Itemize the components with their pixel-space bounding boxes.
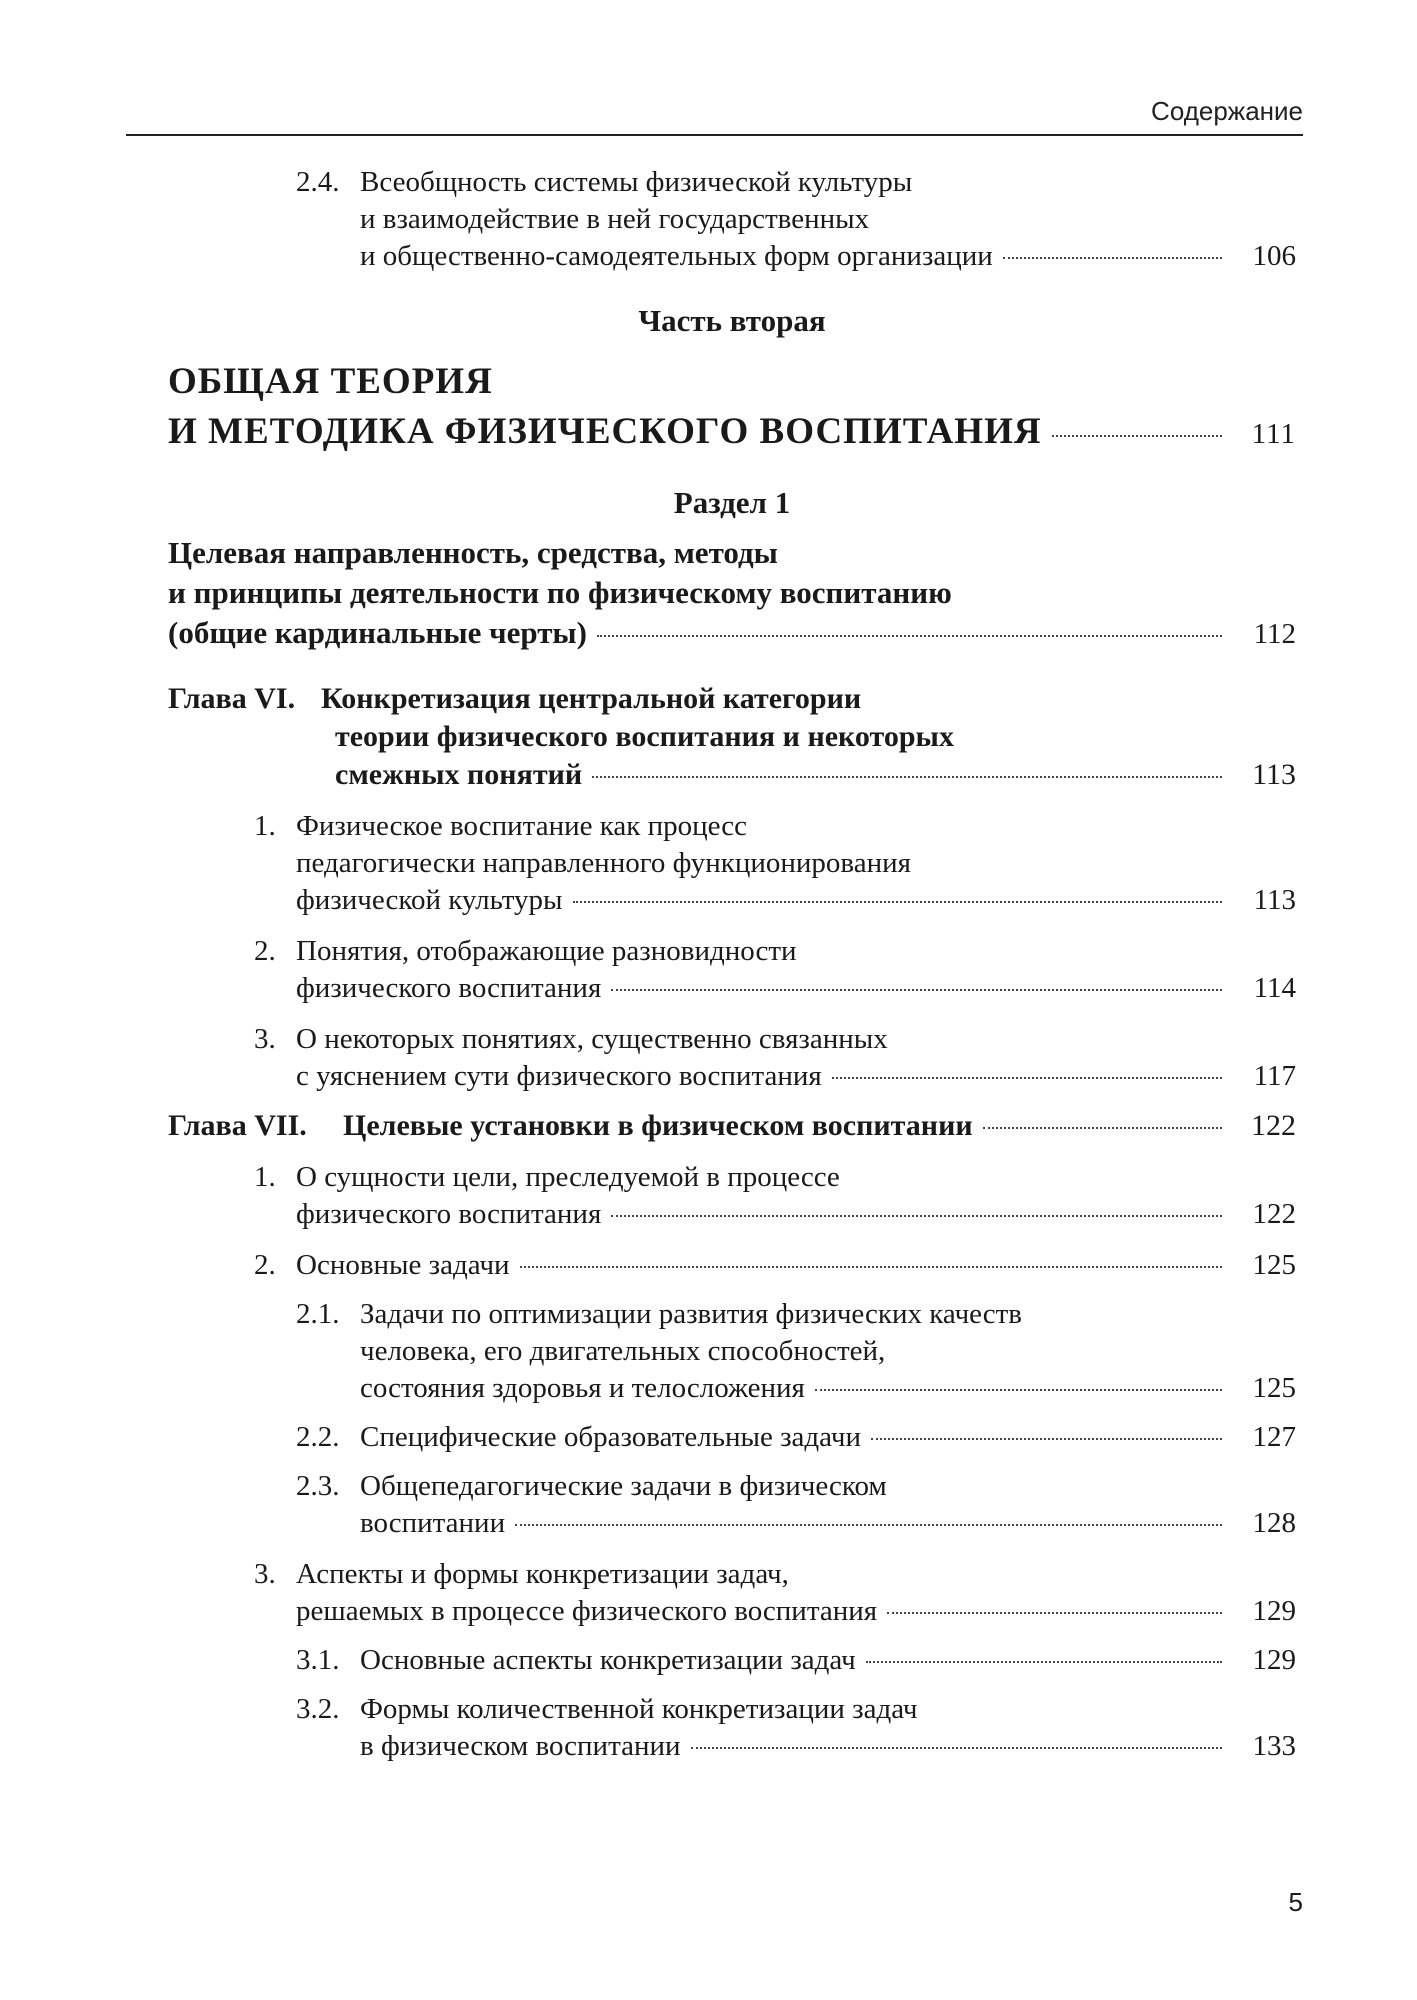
page-ref: 133 bbox=[1252, 1730, 1296, 1762]
leader-dots bbox=[815, 1389, 1222, 1391]
entry-title-line: Целевые установки в физическом воспитании bbox=[343, 1109, 973, 1142]
entry-title-line: Основные аспекты конкретизации задач bbox=[360, 1644, 856, 1676]
entry-title-line: Специфические образовательные задачи bbox=[360, 1421, 861, 1453]
leader-dots bbox=[887, 1612, 1222, 1614]
leader-dots bbox=[691, 1747, 1222, 1749]
page-ref: 112 bbox=[1253, 618, 1296, 650]
entry-number: 3. bbox=[254, 1023, 276, 1055]
toc-entry-chapter-7[interactable] bbox=[168, 1107, 1296, 1145]
entry-title-line: Аспекты и формы конкретизации задач, bbox=[296, 1558, 789, 1590]
leader-dots bbox=[866, 1661, 1222, 1663]
part-title-line: И МЕТОДИКА ФИЗИЧЕСКОГО ВОСПИТАНИЯ bbox=[168, 411, 1042, 452]
leader-dots bbox=[520, 1266, 1222, 1268]
entry-title-line: О некоторых понятиях, существенно связанных bbox=[296, 1023, 888, 1055]
page-ref: 122 bbox=[1252, 1198, 1296, 1230]
entry-title-line: Общепедагогические задачи в физическом bbox=[360, 1470, 887, 1502]
entry-number: 2. bbox=[254, 1249, 276, 1281]
chapter-number: Глава VII. bbox=[168, 1109, 307, 1142]
page-ref: 125 bbox=[1252, 1249, 1296, 1281]
toc-entry-2-4[interactable] bbox=[168, 164, 1296, 275]
entry-number: 2.3. bbox=[296, 1470, 340, 1502]
entry-title-line: Конкретизация центральной категории bbox=[321, 682, 862, 715]
entry-title-line: физического воспитания bbox=[296, 972, 602, 1004]
page-ref: 106 bbox=[1252, 240, 1296, 272]
entry-title-line: и взаимодействие в ней государственных bbox=[360, 203, 870, 235]
running-head: Содержание bbox=[1151, 96, 1303, 126]
toc-entry-7-3[interactable] bbox=[168, 1556, 1296, 1630]
entry-title-line: смежных понятий bbox=[335, 758, 583, 791]
entry-number: 3.2. bbox=[296, 1693, 340, 1725]
leader-dots bbox=[832, 1077, 1222, 1079]
section-title-line: Целевая направленность, средства, методы bbox=[168, 535, 778, 570]
page-number: 5 bbox=[1288, 1887, 1303, 1917]
entry-title-line: Понятия, отображающие разновидности bbox=[296, 935, 797, 967]
entry-title-line: Формы количественной конкретизации задач bbox=[360, 1693, 918, 1725]
leader-dots bbox=[871, 1438, 1222, 1440]
entry-number: 3. bbox=[254, 1558, 276, 1590]
leader-dots bbox=[1003, 257, 1222, 259]
entry-title-line: решаемых в процессе физического воспитания bbox=[296, 1595, 878, 1627]
toc-entry-7-2-3[interactable] bbox=[168, 1468, 1296, 1542]
toc-entry-6-3[interactable] bbox=[168, 1021, 1296, 1095]
entry-title-line: в физическом воспитании bbox=[360, 1730, 681, 1762]
toc-entry-7-1[interactable] bbox=[168, 1159, 1296, 1233]
toc-entry-6-1[interactable] bbox=[168, 808, 1296, 919]
entry-number: 2. bbox=[254, 935, 276, 967]
page-ref: 122 bbox=[1251, 1109, 1296, 1142]
entry-title-line: Всеобщность системы физической культуры bbox=[360, 166, 913, 198]
entry-number: 1. bbox=[254, 810, 276, 842]
entry-number: 2.2. bbox=[296, 1421, 340, 1453]
entry-title-line: Основные задачи bbox=[296, 1249, 510, 1281]
page-ref: 129 bbox=[1252, 1644, 1296, 1676]
entry-title-line: состояния здоровья и телосложения bbox=[360, 1372, 805, 1404]
entry-title-line: теории физического воспитания и некоторых bbox=[335, 720, 954, 753]
page-ref: 125 bbox=[1252, 1372, 1296, 1404]
section-title-line: (общие кардинальные черты) bbox=[168, 615, 587, 650]
page-ref: 127 bbox=[1252, 1421, 1296, 1453]
entry-number: 3.1. bbox=[296, 1644, 340, 1676]
entry-title-line: Задачи по оптимизации развития физических качеств bbox=[360, 1298, 1023, 1330]
entry-title-line: и общественно-самодеятельных форм организации bbox=[360, 240, 993, 272]
chapter-number: Глава VI. bbox=[168, 682, 296, 715]
page-ref: 113 bbox=[1252, 758, 1296, 791]
toc-entry-7-2-1[interactable] bbox=[168, 1296, 1296, 1407]
entry-title-line: с уяснением сути физического воспитания bbox=[296, 1060, 822, 1092]
toc-entry-7-3-2[interactable] bbox=[168, 1691, 1296, 1765]
entry-title-line: педагогически направленного функционирования bbox=[296, 847, 911, 879]
leader-dots bbox=[597, 635, 1222, 637]
leader-dots bbox=[611, 1215, 1222, 1217]
page-ref: 117 bbox=[1253, 1060, 1296, 1092]
page-ref: 111 bbox=[1251, 418, 1296, 450]
leader-dots bbox=[592, 776, 1222, 778]
page-ref: 128 bbox=[1252, 1507, 1296, 1539]
entry-title-line: физической культуры bbox=[296, 884, 563, 916]
leader-dots bbox=[983, 1127, 1222, 1129]
entry-number: 2.1. bbox=[296, 1298, 340, 1330]
leader-dots bbox=[611, 989, 1222, 991]
entry-title-line: воспитании bbox=[360, 1507, 506, 1539]
toc-entry-part-two[interactable] bbox=[168, 357, 1296, 459]
entry-number: 1. bbox=[254, 1161, 276, 1193]
toc-entry-chapter-6[interactable] bbox=[168, 680, 1296, 794]
page-ref: 113 bbox=[1253, 884, 1296, 916]
toc-entry-7-2-2[interactable] bbox=[168, 1419, 1296, 1456]
leader-dots bbox=[573, 901, 1223, 903]
table-of-contents bbox=[168, 160, 1296, 1765]
toc-entry-7-2[interactable] bbox=[168, 1247, 1296, 1284]
toc-entry-7-3-1[interactable] bbox=[168, 1642, 1296, 1679]
part-title-line: ОБЩАЯ ТЕОРИЯ bbox=[168, 361, 493, 402]
entry-number: 2.4. bbox=[296, 166, 340, 198]
entry-title-line: О сущности цели, преследуемой в процессе bbox=[296, 1161, 840, 1193]
page-ref: 114 bbox=[1253, 972, 1296, 1004]
page-header bbox=[126, 94, 1303, 136]
entry-title-line: Физическое воспитание как процесс bbox=[296, 810, 747, 842]
page-ref: 129 bbox=[1252, 1595, 1296, 1627]
leader-dots bbox=[1052, 435, 1222, 437]
section-title-line: и принципы деятельности по физическому воспитанию bbox=[168, 575, 952, 610]
toc-entry-section-1[interactable] bbox=[168, 533, 1296, 654]
leader-dots bbox=[515, 1524, 1222, 1526]
entry-title-line: физического воспитания bbox=[296, 1198, 602, 1230]
toc-entry-6-2[interactable] bbox=[168, 933, 1296, 1007]
entry-title-line: человека, его двигательных способностей, bbox=[360, 1335, 886, 1367]
section-label: Раздел 1 bbox=[673, 485, 791, 520]
part-label: Часть вторая bbox=[638, 303, 826, 338]
